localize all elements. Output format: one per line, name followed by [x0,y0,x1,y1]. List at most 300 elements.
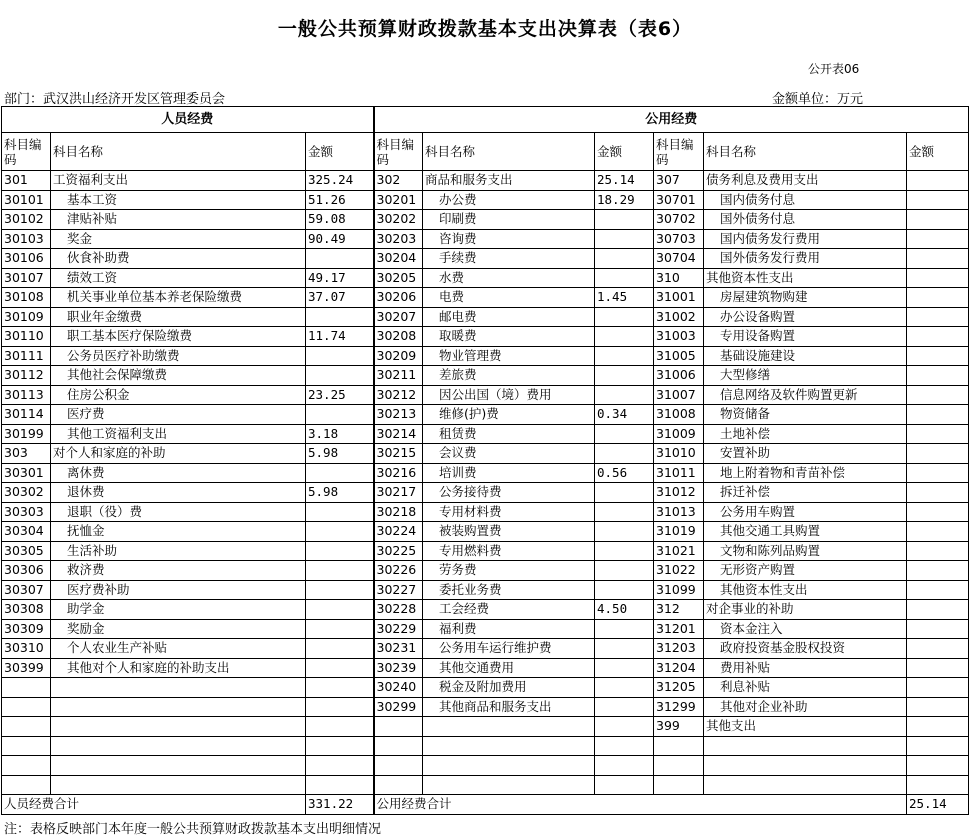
name-cell: 债务利息及费用支出 [704,171,907,191]
table-row [2,385,969,405]
amount-cell [306,775,374,795]
amount-cell [306,346,374,366]
name-cell: 税金及附加费用 [423,678,595,698]
amount-cell [306,600,374,620]
name-cell: 手续费 [423,249,595,269]
name-cell: 医疗费 [51,405,306,425]
amount-cell [595,249,654,269]
code-header: 科目编码 [374,133,423,171]
name-cell [51,697,306,717]
amount-cell: 0.56 [595,463,654,483]
code-cell: 30209 [374,346,423,366]
name-cell: 奖金 [51,229,306,249]
code-cell: 30208 [374,327,423,347]
name-cell: 抚恤金 [51,522,306,542]
amount-cell [306,522,374,542]
amount-cell [907,756,969,776]
section-header-row [2,107,969,133]
table-row [2,619,969,639]
table-row [2,405,969,425]
code-cell: 30229 [374,619,423,639]
code-cell [654,736,704,756]
table-row [2,288,969,308]
code-cell: 31099 [654,580,704,600]
amount-header: 金额 [907,133,969,171]
code-cell: 31003 [654,327,704,347]
name-cell: 工会经费 [423,600,595,620]
name-cell: 基础设施建设 [704,346,907,366]
name-cell [51,756,306,776]
code-cell [2,736,51,756]
name-cell: 救济费 [51,561,306,581]
code-cell: 30227 [374,580,423,600]
name-cell: 专用燃料费 [423,541,595,561]
name-cell: 医疗费补助 [51,580,306,600]
code-cell: 30225 [374,541,423,561]
table-row [2,541,969,561]
amount-cell [306,580,374,600]
code-cell [2,756,51,776]
code-cell: 30231 [374,639,423,659]
name-cell: 政府投资基金股权投资 [704,639,907,659]
amount-cell [907,444,969,464]
table-row [2,522,969,542]
name-cell: 退职（役）费 [51,502,306,522]
code-header: 科目编码 [2,133,51,171]
amount-cell [907,639,969,659]
name-cell: 差旅费 [423,366,595,386]
code-cell [374,736,423,756]
name-cell: 机关事业单位基本养老保险缴费 [51,288,306,308]
code-cell: 30107 [2,268,51,288]
amount-cell [306,366,374,386]
code-cell: 30206 [374,288,423,308]
name-cell: 其他支出 [704,717,907,737]
code-cell: 31203 [654,639,704,659]
code-cell: 30239 [374,658,423,678]
amount-cell [306,717,374,737]
name-cell: 其他工资福利支出 [51,424,306,444]
name-cell: 其他对企业补助 [704,697,907,717]
name-header: 科目名称 [423,133,595,171]
column-header-row [2,133,969,171]
amount-cell [907,483,969,503]
personnel-section-header: 人员经费 [2,107,374,133]
table-row [2,268,969,288]
code-cell: 30224 [374,522,423,542]
code-cell: 30304 [2,522,51,542]
table-row [2,327,969,347]
code-cell: 30205 [374,268,423,288]
code-cell: 31010 [654,444,704,464]
name-cell: 离休费 [51,463,306,483]
name-cell [423,775,595,795]
code-cell: 30306 [2,561,51,581]
code-cell: 31009 [654,424,704,444]
table-row [2,678,969,698]
code-cell [374,717,423,737]
amount-cell [306,463,374,483]
code-cell: 30101 [2,190,51,210]
amount-cell: 5.98 [306,483,374,503]
table-row [2,600,969,620]
personnel-total-value: 331.22 [306,795,374,815]
personnel-total-label: 人员经费合计 [2,795,306,815]
amount-cell [306,736,374,756]
amount-cell: 49.17 [306,268,374,288]
name-header: 科目名称 [704,133,907,171]
name-cell: 退休费 [51,483,306,503]
code-cell [2,775,51,795]
table-row [2,190,969,210]
table-row [2,366,969,386]
amount-cell [595,775,654,795]
table-row [2,483,969,503]
code-cell: 30303 [2,502,51,522]
table-row [2,658,969,678]
amount-cell [306,619,374,639]
name-cell: 电费 [423,288,595,308]
code-cell: 310 [654,268,704,288]
code-cell: 30307 [2,580,51,600]
table-row [2,249,969,269]
name-cell: 专用材料费 [423,502,595,522]
amount-cell [595,444,654,464]
amount-cell: 18.29 [595,190,654,210]
form-number: 公开表06 [808,62,860,76]
name-cell: 无形资产购置 [704,561,907,581]
code-cell: 30199 [2,424,51,444]
name-cell: 文物和陈列品购置 [704,541,907,561]
code-cell: 30201 [374,190,423,210]
name-cell: 大型修缮 [704,366,907,386]
code-cell: 30309 [2,619,51,639]
amount-cell [306,639,374,659]
table-row [2,444,969,464]
name-cell: 其他商品和服务支出 [423,697,595,717]
amount-cell [595,658,654,678]
table-row [2,736,969,756]
amount-cell: 23.25 [306,385,374,405]
amount-cell [595,502,654,522]
amount-cell [907,268,969,288]
name-cell: 劳务费 [423,561,595,581]
name-cell: 对个人和家庭的补助 [51,444,306,464]
code-cell [2,717,51,737]
code-cell: 31012 [654,483,704,503]
code-cell: 30701 [654,190,704,210]
amount-cell [595,483,654,503]
name-cell: 安置补助 [704,444,907,464]
name-cell: 咨询费 [423,229,595,249]
name-cell: 办公设备购置 [704,307,907,327]
code-cell: 302 [374,171,423,191]
code-cell: 31011 [654,463,704,483]
amount-header: 金额 [306,133,374,171]
amount-cell [907,463,969,483]
name-cell: 其他资本性支出 [704,268,907,288]
code-cell: 30108 [2,288,51,308]
amount-unit-label: 金额单位：万元 [772,92,864,107]
code-cell: 30308 [2,600,51,620]
amount-cell [907,600,969,620]
name-cell: 商品和服务支出 [423,171,595,191]
table-row [2,229,969,249]
code-cell: 30114 [2,405,51,425]
amount-cell [595,424,654,444]
amount-cell [907,678,969,698]
amount-cell [907,288,969,308]
name-cell: 公务用车购置 [704,502,907,522]
name-cell: 职工基本医疗保险缴费 [51,327,306,347]
name-cell: 国外债务发行费用 [704,249,907,269]
amount-cell [907,717,969,737]
code-cell [654,756,704,776]
table-row [2,463,969,483]
amount-cell [595,210,654,230]
name-cell [423,736,595,756]
name-cell: 费用补贴 [704,658,907,678]
amount-cell [907,697,969,717]
amount-cell [595,639,654,659]
name-cell: 印刷费 [423,210,595,230]
name-cell: 信息网络及软件购置更新 [704,385,907,405]
code-cell: 30310 [2,639,51,659]
code-cell: 30301 [2,463,51,483]
code-cell: 30113 [2,385,51,405]
code-cell: 30305 [2,541,51,561]
amount-cell [306,561,374,581]
code-cell: 399 [654,717,704,737]
code-cell: 30109 [2,307,51,327]
name-cell: 利息补贴 [704,678,907,698]
name-cell: 伙食补助费 [51,249,306,269]
code-cell: 31002 [654,307,704,327]
name-cell: 公务接待费 [423,483,595,503]
amount-cell: 1.45 [595,288,654,308]
table-row [2,775,969,795]
name-cell: 公务员医疗补助缴费 [51,346,306,366]
amount-cell [907,580,969,600]
code-cell: 30203 [374,229,423,249]
code-cell: 30704 [654,249,704,269]
name-cell: 其他社会保障缴费 [51,366,306,386]
name-cell: 对企事业的补助 [704,600,907,620]
public-total-value: 25.14 [907,795,969,815]
amount-cell [907,424,969,444]
code-cell: 30204 [374,249,423,269]
totals-row [2,795,969,815]
code-cell: 303 [2,444,51,464]
name-cell: 专用设备购置 [704,327,907,347]
name-cell: 办公费 [423,190,595,210]
code-cell: 30228 [374,600,423,620]
code-header: 科目编码 [654,133,704,171]
amount-cell [306,405,374,425]
amount-cell: 25.14 [595,171,654,191]
amount-cell: 4.50 [595,600,654,620]
code-cell [2,678,51,698]
amount-cell: 51.26 [306,190,374,210]
amount-cell [907,405,969,425]
amount-cell [907,327,969,347]
name-cell: 资本金注入 [704,619,907,639]
name-cell [423,717,595,737]
amount-cell [306,249,374,269]
code-cell: 301 [2,171,51,191]
name-cell: 职业年金缴费 [51,307,306,327]
name-cell: 基本工资 [51,190,306,210]
amount-cell [306,541,374,561]
amount-cell [595,717,654,737]
code-cell: 30226 [374,561,423,581]
code-cell: 30240 [374,678,423,698]
amount-cell: 90.49 [306,229,374,249]
code-cell: 31205 [654,678,704,698]
name-cell: 奖励金 [51,619,306,639]
amount-cell [595,561,654,581]
amount-cell [907,190,969,210]
amount-cell [907,346,969,366]
code-cell: 30211 [374,366,423,386]
name-cell [704,775,907,795]
code-cell: 30111 [2,346,51,366]
code-cell: 31007 [654,385,704,405]
amount-cell [595,619,654,639]
amount-cell [595,366,654,386]
code-cell: 31013 [654,502,704,522]
amount-cell [907,522,969,542]
table-row [2,639,969,659]
amount-cell [306,678,374,698]
amount-cell [306,756,374,776]
amount-cell: 3.18 [306,424,374,444]
name-cell: 物资储备 [704,405,907,425]
code-cell: 30214 [374,424,423,444]
code-cell: 30217 [374,483,423,503]
code-cell [374,775,423,795]
code-cell: 30212 [374,385,423,405]
code-cell: 30102 [2,210,51,230]
code-cell: 30218 [374,502,423,522]
code-cell: 31001 [654,288,704,308]
name-cell: 维修(护)费 [423,405,595,425]
name-cell: 物业管理费 [423,346,595,366]
code-cell: 30399 [2,658,51,678]
amount-cell [595,756,654,776]
code-cell: 30216 [374,463,423,483]
code-cell: 30302 [2,483,51,503]
name-cell: 住房公积金 [51,385,306,405]
amount-cell [595,736,654,756]
amount-cell [907,385,969,405]
amount-cell [306,658,374,678]
code-cell: 30215 [374,444,423,464]
table-row [2,561,969,581]
amount-cell: 59.08 [306,210,374,230]
expenditure-table [1,106,969,815]
name-cell [51,736,306,756]
code-cell: 31019 [654,522,704,542]
amount-cell [907,249,969,269]
name-cell: 地上附着物和青苗补偿 [704,463,907,483]
footnote: 注：表格反映部门本年度一般公共预算财政拨款基本支出明细情况 [4,822,382,837]
name-cell: 邮电费 [423,307,595,327]
amount-cell [907,366,969,386]
amount-cell [595,580,654,600]
name-cell: 租赁费 [423,424,595,444]
name-cell: 土地补偿 [704,424,907,444]
amount-cell [907,210,969,230]
name-cell: 拆迁补偿 [704,483,907,503]
name-cell: 个人农业生产补贴 [51,639,306,659]
name-cell: 其他资本性支出 [704,580,907,600]
table-row [2,502,969,522]
name-cell: 助学金 [51,600,306,620]
amount-cell [907,229,969,249]
code-cell: 30207 [374,307,423,327]
name-cell: 委托业务费 [423,580,595,600]
amount-cell [595,327,654,347]
name-cell: 公务用车运行维护费 [423,639,595,659]
name-cell: 国外债务付息 [704,210,907,230]
name-cell [423,756,595,776]
amount-cell [907,307,969,327]
code-cell [2,697,51,717]
code-cell: 31201 [654,619,704,639]
name-cell [704,736,907,756]
amount-cell [907,619,969,639]
amount-cell: 5.98 [306,444,374,464]
name-cell: 取暖费 [423,327,595,347]
code-cell: 30103 [2,229,51,249]
name-cell: 津贴补贴 [51,210,306,230]
name-cell: 其他对个人和家庭的补助支出 [51,658,306,678]
table-row [2,307,969,327]
name-cell: 其他交通费用 [423,658,595,678]
amount-cell [907,502,969,522]
name-cell: 培训费 [423,463,595,483]
code-cell: 30213 [374,405,423,425]
department-label: 部门：武汉洪山经济开发区管理委员会 [4,92,226,107]
code-cell [374,756,423,776]
amount-cell: 0.34 [595,405,654,425]
table-row [2,717,969,737]
code-cell: 312 [654,600,704,620]
table-row [2,424,969,444]
code-cell: 30299 [374,697,423,717]
table-row [2,756,969,776]
code-cell: 31005 [654,346,704,366]
code-cell: 31299 [654,697,704,717]
name-cell: 被装购置费 [423,522,595,542]
amount-cell [907,736,969,756]
name-header: 科目名称 [51,133,306,171]
name-cell: 其他交通工具购置 [704,522,907,542]
code-cell: 30106 [2,249,51,269]
table-row [2,346,969,366]
name-cell: 福利费 [423,619,595,639]
name-cell: 绩效工资 [51,268,306,288]
name-cell: 工资福利支出 [51,171,306,191]
amount-cell [907,561,969,581]
code-cell: 30703 [654,229,704,249]
amount-cell [907,658,969,678]
amount-cell [595,268,654,288]
amount-cell [595,385,654,405]
name-cell: 房屋建筑物购建 [704,288,907,308]
report-title: 一般公共预算财政拨款基本支出决算表（表6） [277,18,693,40]
